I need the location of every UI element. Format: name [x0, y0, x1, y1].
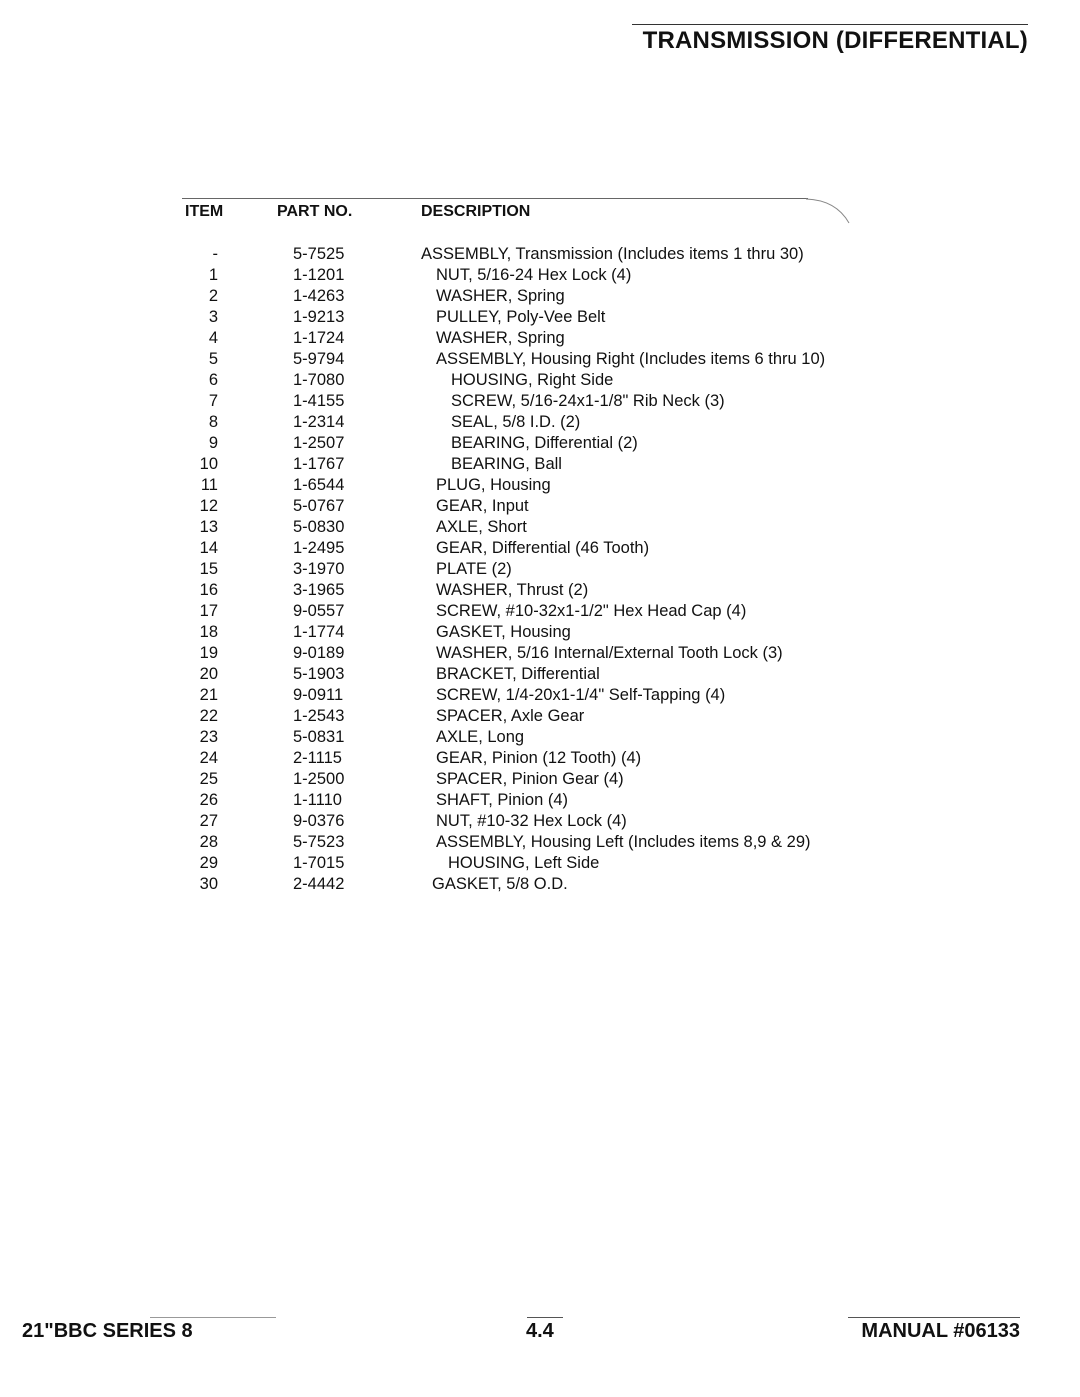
part-number: 1-6544	[293, 476, 345, 494]
part-number: 9-0911	[293, 686, 344, 704]
part-description: BEARING, Differential (2)	[451, 434, 638, 452]
parts-table	[0, 244, 1080, 895]
item-number: 11	[200, 476, 218, 494]
column-header-part-no: PART NO.	[277, 203, 353, 220]
part-number: 1-2507	[293, 434, 345, 452]
item-number: 3	[208, 308, 218, 326]
table-row	[0, 601, 1080, 622]
item-number: -	[212, 245, 218, 263]
part-description: BEARING, Ball	[451, 455, 562, 473]
page-title: TRANSMISSION (DIFFERENTIAL)	[642, 27, 1028, 54]
item-number: 1	[208, 266, 218, 284]
table-row	[0, 265, 1080, 286]
part-description: SCREW, 5/16-24x1-1/8" Rib Neck (3)	[451, 392, 725, 410]
table-row	[0, 832, 1080, 853]
part-description: ASSEMBLY, Transmission (Includes items 1 thru 30)	[421, 245, 804, 263]
part-number: 1-1110	[293, 791, 342, 809]
part-number: 5-9794	[293, 350, 345, 368]
table-row	[0, 433, 1080, 454]
part-description: WASHER, Spring	[436, 287, 565, 305]
part-description: BRACKET, Differential	[436, 665, 600, 683]
table-row	[0, 475, 1080, 496]
item-number: 27	[199, 812, 218, 830]
table-row	[0, 349, 1080, 370]
item-number: 10	[199, 455, 218, 473]
table-row	[0, 517, 1080, 538]
table-row	[0, 748, 1080, 769]
footer-right-rule	[848, 1317, 1020, 1318]
part-number: 1-1774	[293, 623, 345, 641]
item-number: 29	[199, 854, 218, 872]
table-row	[0, 454, 1080, 475]
table-row	[0, 538, 1080, 559]
item-number: 28	[199, 833, 218, 851]
item-number: 5	[208, 350, 218, 368]
item-number: 23	[199, 728, 218, 746]
part-description: GASKET, 5/8 O.D.	[432, 875, 568, 893]
part-description: GASKET, Housing	[436, 623, 571, 641]
part-description: NUT, #10-32 Hex Lock (4)	[436, 812, 627, 830]
item-number: 24	[199, 749, 218, 767]
part-number: 9-0376	[293, 812, 345, 830]
table-row	[0, 664, 1080, 685]
item-number: 22	[199, 707, 218, 725]
table-row	[0, 769, 1080, 790]
part-description: GEAR, Differential (46 Tooth)	[436, 539, 650, 557]
part-number: 1-1724	[293, 329, 345, 347]
part-description: SHAFT, Pinion (4)	[436, 791, 569, 809]
part-description: ASSEMBLY, Housing Left (Includes items 8,9 & 29)	[436, 833, 811, 851]
part-description: SEAL, 5/8 I.D. (2)	[451, 413, 581, 431]
part-number: 1-4155	[293, 392, 345, 410]
part-description: SPACER, Pinion Gear (4)	[436, 770, 624, 788]
part-description: AXLE, Long	[436, 728, 525, 746]
part-number: 1-4263	[293, 287, 345, 305]
part-number: 1-2543	[293, 707, 345, 725]
table-row	[0, 328, 1080, 349]
part-description: WASHER, Thrust (2)	[436, 581, 589, 599]
title-rule	[632, 24, 1028, 25]
table-row	[0, 811, 1080, 832]
part-number: 9-0189	[293, 644, 345, 662]
part-number: 5-0831	[293, 728, 345, 746]
item-number: 8	[208, 413, 218, 431]
item-number: 12	[199, 497, 218, 515]
table-row	[0, 853, 1080, 874]
part-description: WASHER, 5/16 Internal/External Tooth Lock (3)	[436, 644, 783, 662]
part-description: GEAR, Pinion (12 Tooth) (4)	[436, 749, 642, 767]
table-row	[0, 391, 1080, 412]
table-row	[0, 643, 1080, 664]
footer-center-rule	[527, 1317, 563, 1318]
item-number: 17	[199, 602, 218, 620]
part-number: 2-4442	[293, 875, 345, 893]
item-number: 16	[199, 581, 218, 599]
footer-page-number: 4.4	[526, 1320, 554, 1342]
part-number: 1-7015	[293, 854, 345, 872]
table-row	[0, 559, 1080, 580]
part-number: 1-7080	[293, 371, 345, 389]
table-row	[0, 370, 1080, 391]
part-number: 2-1115	[293, 749, 342, 767]
part-description: ASSEMBLY, Housing Right (Includes items 6 thru 10)	[436, 350, 826, 368]
part-description: HOUSING, Left Side	[448, 854, 600, 872]
item-number: 2	[208, 287, 218, 305]
part-number: 3-1965	[293, 581, 345, 599]
item-number: 9	[208, 434, 218, 452]
part-description: SCREW, 1/4-20x1-1/4" Self-Tapping (4)	[436, 686, 726, 704]
part-description: NUT, 5/16-24 Hex Lock (4)	[436, 266, 632, 284]
item-number: 18	[199, 623, 218, 641]
part-description: GEAR, Input	[436, 497, 529, 515]
part-description: SCREW, #10-32x1-1/2" Hex Head Cap (4)	[436, 602, 747, 620]
part-number: 1-9213	[293, 308, 345, 326]
item-number: 30	[199, 875, 218, 893]
item-number: 15	[199, 560, 218, 578]
item-number: 20	[199, 665, 218, 683]
part-description: PULLEY, Poly-Vee Belt	[436, 308, 606, 326]
table-row	[0, 496, 1080, 517]
item-number: 4	[208, 329, 218, 347]
table-row	[0, 706, 1080, 727]
footer-left-rule	[150, 1317, 276, 1318]
part-number: 5-1903	[293, 665, 345, 683]
table-row	[0, 874, 1080, 895]
table-header-rule-curve	[806, 198, 850, 224]
table-header-rule	[182, 198, 808, 199]
part-number: 1-1767	[293, 455, 345, 473]
item-number: 7	[208, 392, 218, 410]
part-number: 5-7525	[293, 245, 345, 263]
part-number: 3-1970	[293, 560, 345, 578]
item-number: 19	[199, 644, 218, 662]
table-row	[0, 307, 1080, 328]
table-row	[0, 622, 1080, 643]
part-description: AXLE, Short	[436, 518, 527, 536]
part-description: HOUSING, Right Side	[451, 371, 614, 389]
part-description: SPACER, Axle Gear	[436, 707, 585, 725]
part-number: 5-0830	[293, 518, 345, 536]
item-number: 21	[199, 686, 218, 704]
part-description: WASHER, Spring	[436, 329, 565, 347]
item-number: 14	[199, 539, 218, 557]
part-number: 1-2495	[293, 539, 345, 557]
table-row	[0, 727, 1080, 748]
item-number: 6	[208, 371, 218, 389]
item-number: 25	[199, 770, 218, 788]
item-number: 26	[199, 791, 218, 809]
part-description: PLUG, Housing	[436, 476, 551, 494]
table-row	[0, 244, 1080, 265]
item-number: 13	[199, 518, 218, 536]
footer-model: 21"BBC SERIES 8	[22, 1320, 193, 1342]
footer-manual-number: MANUAL #06133	[861, 1320, 1020, 1342]
column-header-item: ITEM	[185, 203, 224, 220]
part-number: 1-2314	[293, 413, 345, 431]
table-row	[0, 790, 1080, 811]
part-number: 5-7523	[293, 833, 345, 851]
table-row	[0, 685, 1080, 706]
part-number: 1-2500	[293, 770, 345, 788]
part-number: 5-0767	[293, 497, 345, 515]
table-row	[0, 580, 1080, 601]
column-header-description: DESCRIPTION	[421, 203, 531, 220]
part-number: 9-0557	[293, 602, 345, 620]
table-row	[0, 286, 1080, 307]
part-description: PLATE (2)	[436, 560, 512, 578]
part-number: 1-1201	[293, 266, 345, 284]
table-row	[0, 412, 1080, 433]
